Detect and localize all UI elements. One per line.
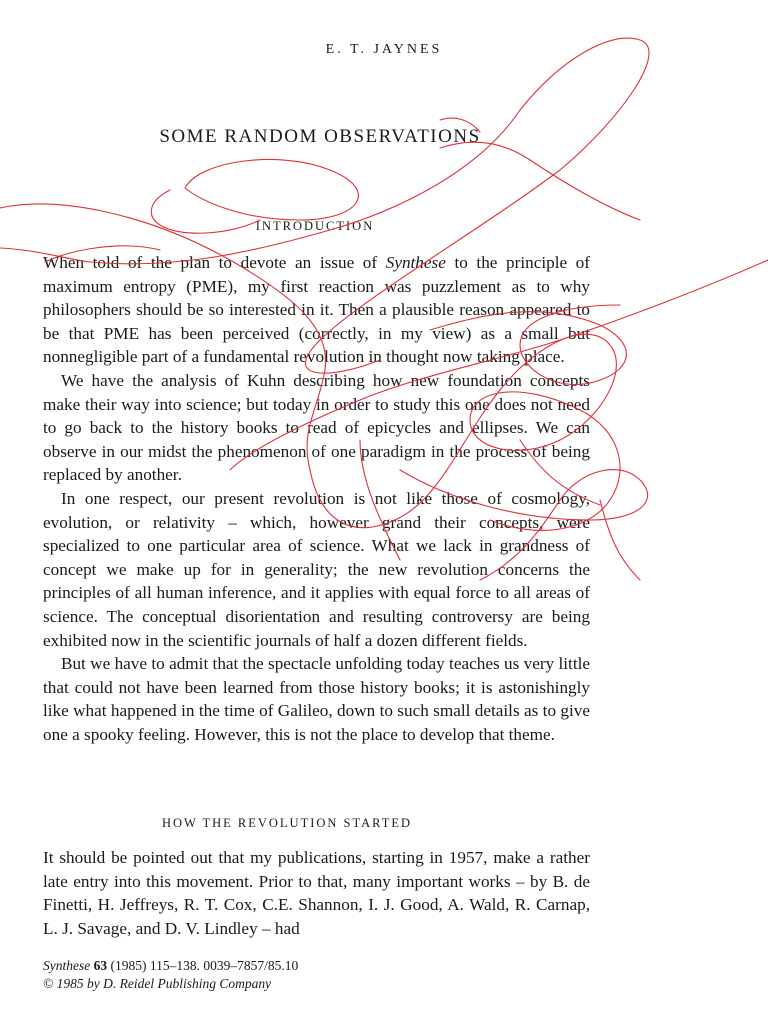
section-body-introduction bbox=[43, 251, 590, 746]
section-heading-revolution: HOW THE REVOLUTION STARTED bbox=[161, 816, 413, 830]
citation-footer bbox=[43, 957, 298, 993]
citation-line bbox=[43, 957, 298, 975]
copyright-line: © 1985 by D. Reidel Publishing Company bbox=[43, 976, 272, 991]
article-title: SOME RANDOM OBSERVATIONS bbox=[159, 126, 481, 147]
journal-name-italic: Synthese bbox=[385, 253, 446, 272]
section-heading-introduction: INTRODUCTION bbox=[255, 219, 375, 233]
scribble-stroke bbox=[185, 142, 640, 220]
paragraph bbox=[43, 251, 590, 369]
paragraph-text: When told of the plan to devote an issue of bbox=[43, 253, 386, 272]
footer-citation: (1985) 115–138. 0039–7857/85.10 bbox=[107, 958, 299, 973]
paragraph: It should be pointed out that my publications, starting in 1957, make a rather late entry into this movement. Prior to that, many important works – by B. de Finetti, H. Jeffreys, R. T. Cox, C.E. Shannon, I. J. Good, A. Wald, R. Carnap, L. J. Savage, and D. V. Lindley – had bbox=[43, 848, 590, 938]
section-body-revolution bbox=[43, 846, 590, 940]
paragraph: In one respect, our present revolution is not like those of cosmology, evolution, or relativity – which, however grand their concepts, were specialized to one particular area of science. What we lack in grandness of concept we make up for in generality; the new revolution concerns the principles of all human inference, and it applies with equal force to all areas of science. The conceptual disorientation and resulting controversy are being exhibited now in the scientific journals of half a dozen different fields. bbox=[43, 488, 590, 650]
paragraph-text: to the principle of maximum entropy (PME), my first reaction was puzzlement as to why philosophers should be so interested in it. Then a plausible reason appeared to be that PME has been perceived (correctly, in my view) as a small but nonnegligible part of a fundamental revolution in thought now taking place. bbox=[43, 253, 591, 367]
author-name: E. T. JAYNES bbox=[325, 42, 443, 57]
paragraph: But we have to admit that the spectacle unfolding today teaches us very little that could not have been learned from those history books; it is astonishingly like what happened in the time of Galileo, down to such small details as to give one a spooky feeling. However, this is not the place to develop that theme. bbox=[43, 654, 590, 744]
footer-journal: Synthese bbox=[43, 958, 91, 973]
paragraph: We have the analysis of Kuhn describing how new foundation concepts make their way into science; but today in order to study this one does not need to go back to the history books to read of epicycles and ellipses. We can observe in our midst the phenomenon of one paradigm in the process of being replaced by another. bbox=[43, 370, 590, 485]
footer-volume: 63 bbox=[93, 958, 108, 973]
